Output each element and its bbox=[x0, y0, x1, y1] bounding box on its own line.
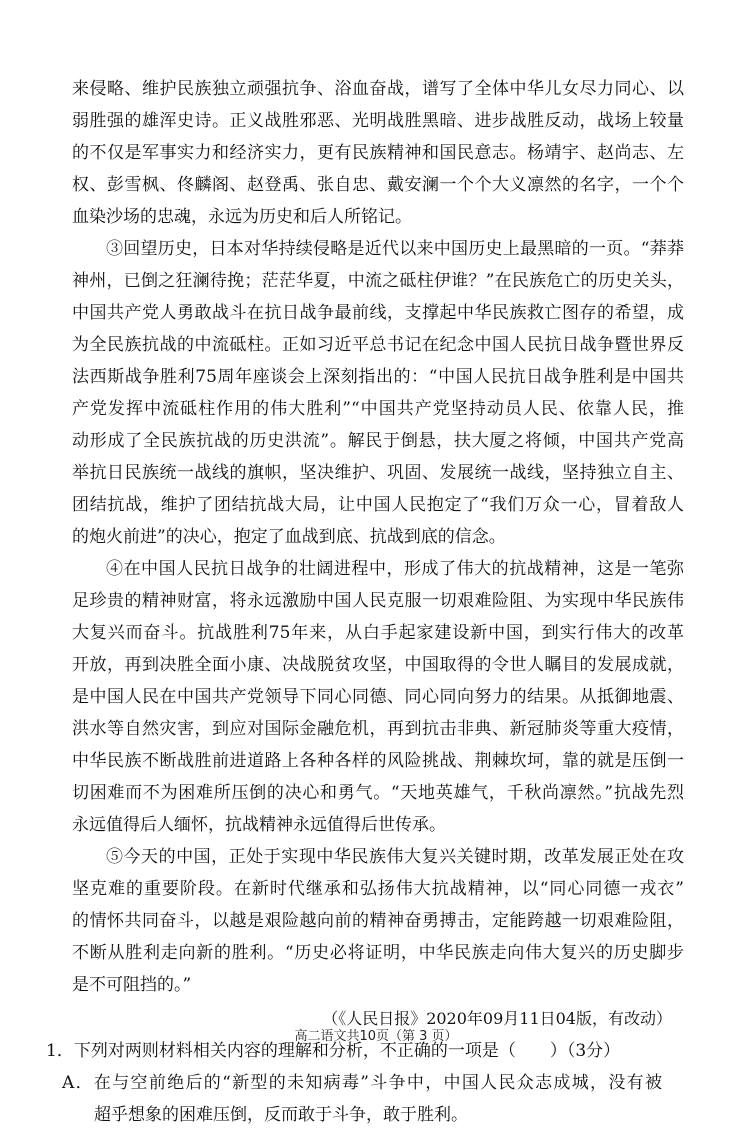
source-citation: （《人民日报》2020年09月11日04版，有改动） bbox=[322, 1009, 672, 1028]
body-line: 的炮火前进”的决心，抱定了血战到底、抗战到底的信念。 bbox=[72, 527, 506, 547]
article-body bbox=[72, 73, 684, 1001]
body-line: 中国共产党人勇敢战斗在抗日战争最前线，支撑起中华民族救亡图存的希望，成 bbox=[72, 303, 684, 323]
option-a-line-1: A．在与空前绝后的“新型的未知病毒”斗争中，中国人民众志成城，没有被 bbox=[62, 1073, 662, 1093]
body-line: 为全民族抗战的中流砥柱。正如习近平总书记在纪念中国人民抗日战争暨世界反 bbox=[72, 335, 684, 355]
body-line: 的不仅是军事实力和经济实力，更有民族精神和国民意志。杨靖宇、赵尚志、左 bbox=[72, 143, 684, 163]
document-page bbox=[46, 73, 684, 1131]
body-line: ④在中国人民抗日战争的壮阔进程中，形成了伟大的抗战精神，这是一笔弥 bbox=[106, 559, 684, 579]
body-line: 权、彭雪枫、佟麟阁、赵登禹、张自忠、戴安澜一个个大义凛然的名字，一个个 bbox=[72, 175, 684, 195]
body-line: 是不可阻挡的。” bbox=[72, 975, 192, 995]
body-line: 的情怀共同奋斗，以越是艰险越向前的精神奋勇搏击，定能跨越一切艰难险阻， bbox=[72, 911, 684, 931]
option-a-line-2: 超乎想象的困难压倒，反而敢于斗争，敢于胜利。 bbox=[94, 1105, 468, 1125]
question-stem: 1．下列对两则材料相关内容的理解和分析，不正确的一项是（ ）（3分） bbox=[46, 1041, 621, 1061]
body-line: 开放，再到决胜全面小康、决战脱贫攻坚，中国取得的令世人瞩目的发展成就， bbox=[72, 655, 684, 675]
body-line: 坚克难的重要阶段。在新时代继承和弘扬伟大抗战精神，以“同心同德一戎衣” bbox=[72, 879, 684, 899]
body-line: 大复兴而奋斗。抗战胜利75年来，从白手起家建设新中国，到实行伟大的改革 bbox=[72, 623, 684, 643]
body-line: 永远值得后人缅怀，抗战精神永远值得后世传承。 bbox=[72, 815, 446, 835]
body-line: 血染沙场的忠魂，永远为历史和后人所铭记。 bbox=[72, 207, 412, 227]
body-line: 是中国人民在中国共产党领导下同心同德、同心同向努力的结果。从抵御地震、 bbox=[72, 687, 684, 707]
page-footer: 高二语文共10页（第 3 页） bbox=[294, 1029, 458, 1044]
body-line: 动形成了全民族抗战的历史洪流”。解民于倒悬，扶大厦之将倾，中国共产党高 bbox=[72, 431, 684, 451]
body-line: 团结抗战，维护了团结抗战大局，让中国人民抱定了“我们万众一心，冒着敌人 bbox=[72, 495, 684, 515]
body-line: ③回望历史，日本对华持续侵略是近代以来中国历史上最黑暗的一页。“莽莽 bbox=[106, 239, 684, 259]
body-line: 产党发挥中流砥柱作用的伟大胜利”“中国共产党坚持动员人民、依靠人民，推 bbox=[72, 399, 684, 419]
body-line: 举抗日民族统一战线的旗帜，坚决维护、巩固、发展统一战线，坚持独立自主、 bbox=[72, 463, 684, 483]
body-line: 弱胜强的雄浑史诗。正义战胜邪恶、光明战胜黑暗、进步战胜反动，战场上较量 bbox=[72, 111, 684, 131]
body-line: 来侵略、维护民族独立顽强抗争、浴血奋战，谱写了全体中华儿女尽力同心、以 bbox=[72, 79, 684, 99]
body-line: 不断从胜利走向新的胜利。“历史必将证明，中华民族走向伟大复兴的历史脚步 bbox=[72, 943, 684, 963]
body-line: 中华民族不断战胜前进道路上各种各样的风险挑战、荆棘坎坷，靠的就是压倒一 bbox=[72, 751, 684, 771]
body-line: ⑤今天的中国，正处于实现中华民族伟大复兴关键时期，改革发展正处在攻 bbox=[106, 847, 684, 867]
body-line: 足珍贵的精神财富，将永远激励中国人民克服一切艰难险阻、为实现中华民族伟 bbox=[72, 591, 684, 611]
body-line: 神州，已倒之狂澜待挽；茫茫华夏，中流之砥柱伊谁？”在民族危亡的历史关头， bbox=[72, 271, 684, 291]
body-line: 洪水等自然灾害，到应对国际金融危机，再到抗击非典、新冠肺炎等重大疫情， bbox=[72, 719, 684, 739]
body-line: 切困难而不为困难所压倒的决心和勇气。“天地英雄气，千秋尚凛然。”抗战先烈 bbox=[72, 783, 684, 803]
body-line: 法西斯战争胜利75周年座谈会上深刻指出的：“中国人民抗日战争胜利是中国共 bbox=[72, 367, 684, 387]
